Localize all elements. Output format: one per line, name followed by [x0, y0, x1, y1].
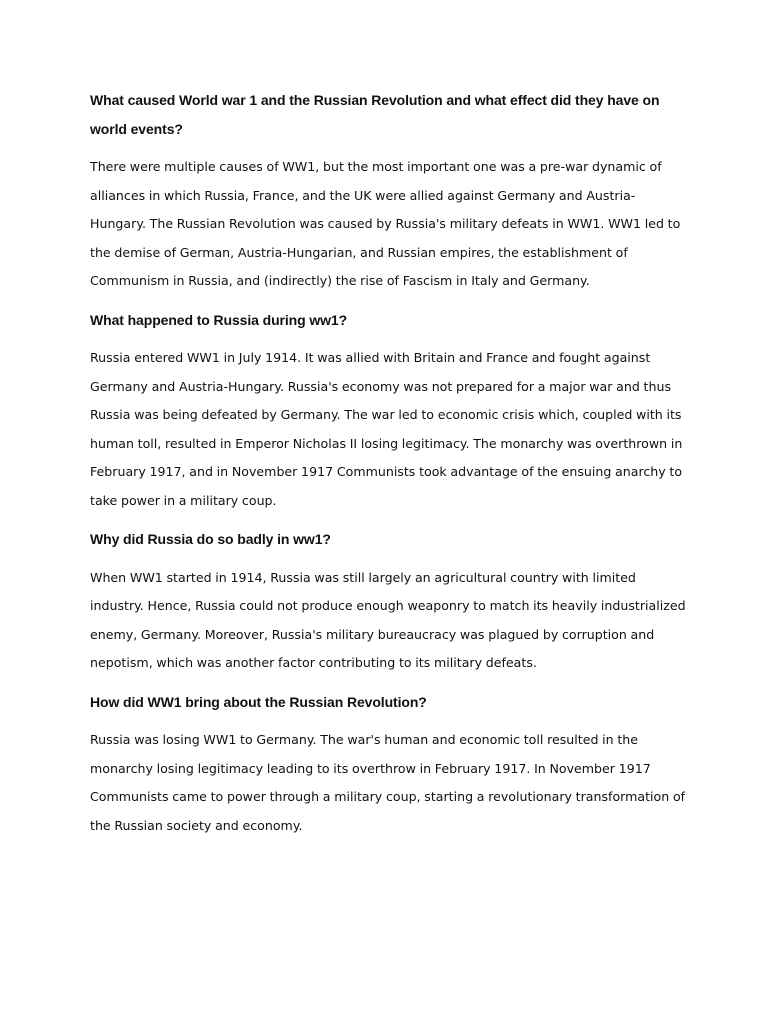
question-heading: How did WW1 bring about the Russian Revolution? [90, 693, 427, 710]
answer-paragraph: Russia entered WW1 in July 1914. It was allied with Britain and France and fought against Germany and Austria-Hungary. Russia's economy was not prepared for a major war and thus Russia was being defeated by Germany. The war led to economic crisis which, coupled with its human toll, resulted in Emperor Nicholas II losing legitimacy. The monarchy was overthrown in February 1917, and in November 1917 Communists took advantage of the ensuing anarchy to take power in a military coup. [90, 350, 683, 508]
qa-section-2 [90, 306, 686, 516]
qa-section-1 [90, 86, 686, 296]
qa-section-4 [90, 688, 686, 841]
qa-section-3 [90, 525, 686, 678]
question-heading: What happened to Russia during ww1? [90, 311, 348, 328]
document-page [90, 86, 686, 850]
question-heading: Why did Russia do so badly in ww1? [90, 531, 331, 547]
answer-paragraph: There were multiple causes of WW1, but the most important one was a pre-war dynamic of alliances in which Russia, France, and the UK were allied against Germany and Austria-Hungary. The Russian Revolution was caused by Russia's military defeats in WW1. WW1 led to the demise of German, Austria-Hungarian, and Russian empires, the establishment of Communism in Russia, and (indirectly) the rise of Fascism in Italy and Germany. [90, 159, 681, 288]
answer-paragraph: When WW1 started in 1914, Russia was still largely an agricultural country with limited industry. Hence, Russia could not produce enough weaponry to match its heavily industrialized enemy, Germany. Moreover, Russia's military bureaucracy was plagued by corruption and nepotism, which was another factor contributing to its military defeats. [90, 569, 686, 670]
question-heading: What caused World war 1 and the Russian Revolution and what effect did they have on world events? [90, 92, 660, 137]
answer-paragraph: Russia was losing WW1 to Germany. The war's human and economic toll resulted in the monarchy losing legitimacy leading to its overthrow in February 1917. In November 1917 Communists came to power through a military coup, starting a revolutionary transformation of the Russian society and economy. [90, 732, 686, 833]
